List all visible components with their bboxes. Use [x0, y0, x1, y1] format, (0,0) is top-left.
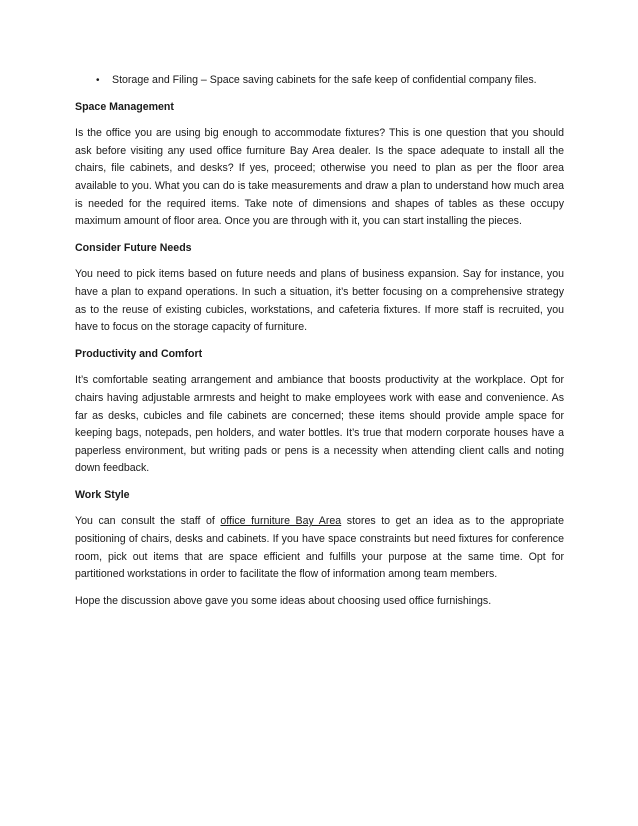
paragraph-work-style [75, 513, 564, 583]
paragraph-closing: Hope the discussion above gave you some ideas about choosing used office furnishings. [75, 594, 492, 607]
bullet-icon: • [96, 75, 100, 86]
heading-productivity-comfort: Productivity and Comfort [75, 347, 203, 360]
paragraph-work-style-start: You can consult the staff of [75, 515, 221, 528]
paragraph-space-management: Is the office you are using big enough to accommodate fixtures? This is one question that you should ask before visiting any used office furniture Bay Area dealer. Is the space adequate to install all the chairs, file cabinets, and desks? If yes, proceed; otherwise you need to plan as per the floor area available to you. What you can do is take measurements and draw a plan to understand how much area is needed for the required items. Take note of dimensions and shapes of tables as these occupy maximum amount of floor area. Once you are through with it, you can start installing the pieces. [75, 127, 564, 228]
paragraph-work-style-end: stores to get an idea as to the appropriate positioning of chairs, desks and cabinets. If you have space constraints but need fixtures for conference room, pick out items that are space efficient and fulfills your purpose at the same time. Opt for partitioned workstations in order to facilitate the flow of information among team members. [75, 515, 565, 581]
heading-future-needs: Consider Future Needs [75, 241, 192, 254]
heading-work-style: Work Style [75, 488, 130, 501]
bullet-item-storage [96, 72, 564, 90]
heading-space-management: Space Management [75, 100, 174, 113]
paragraph-future-needs: You need to pick items based on future needs and plans of business expansion. Say for instance, you have a plan to expand operations. In such a situation, it’s better focusing on a comprehensive strategy as to the reuse of existing cubicles, workstations, and cafeteria fixtures. If more staff is recruited, you have to focus on the storage capacity of furniture. [75, 268, 564, 334]
office-furniture-link[interactable]: office furniture Bay Area [220, 515, 342, 528]
paragraph-productivity-comfort: It’s comfortable seating arrangement and ambiance that boosts productivity at the workplace. Opt for chairs having adjustable armrests and height to make employees work with ease and convenience. As far as desks, cubicles and file cabinets are concerned; these items should provide ample space for keeping bags, notepads, pen holders, and water bottles. It’s true that modern corporate houses have a paperless environment, but writing pads or pens is a necessity when attending client calls and noting down feedback. [75, 374, 564, 475]
bullet-text: Storage and Filing – Space saving cabinets for the safe keep of confidential company files. [112, 74, 537, 86]
